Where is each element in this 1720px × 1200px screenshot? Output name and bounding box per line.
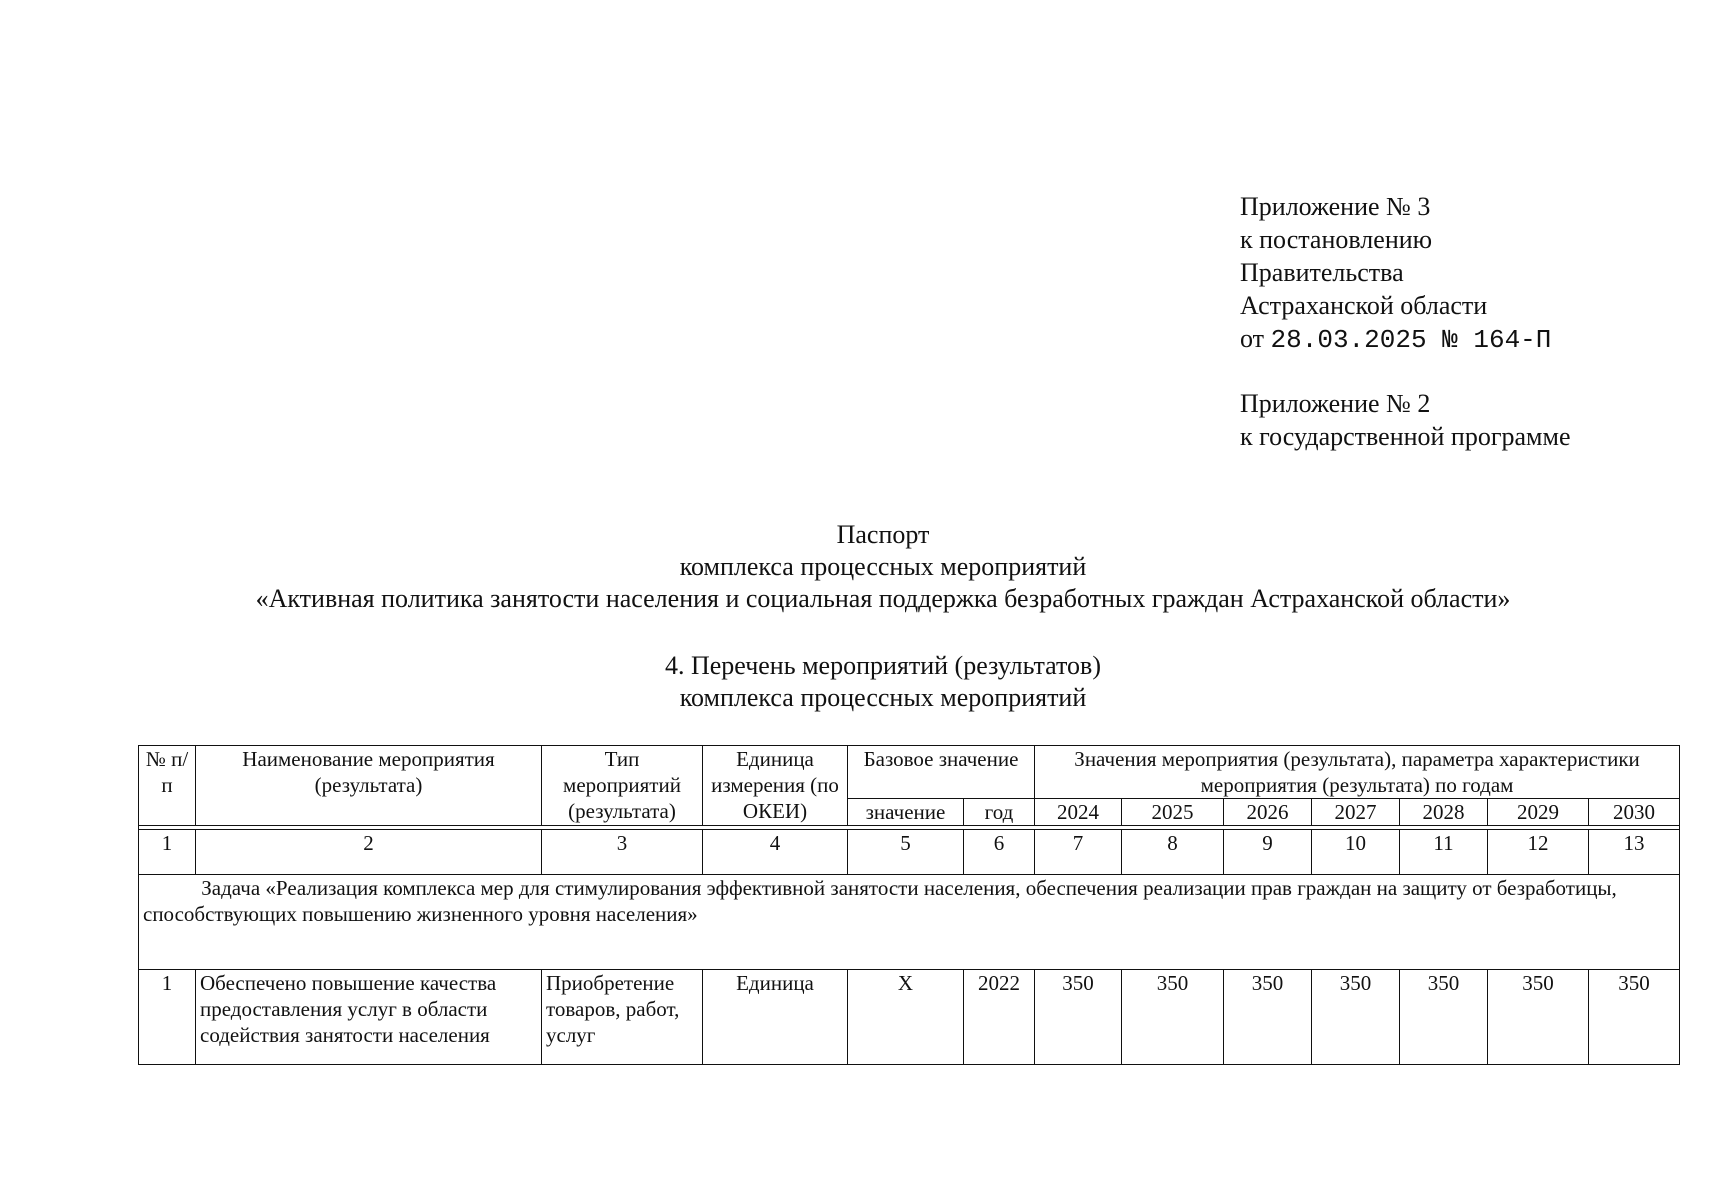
appendix2-line: Приложение № 2 bbox=[1240, 389, 1431, 418]
table-row bbox=[139, 970, 1680, 1065]
title-line: комплекса процессных мероприятий bbox=[679, 552, 1087, 581]
header-base: Базовое значение bbox=[848, 746, 1035, 799]
row-unit: Единица bbox=[703, 970, 848, 1065]
appendix-line: Приложение № 3 bbox=[1240, 192, 1431, 221]
row-value: 350 bbox=[1589, 970, 1680, 1065]
row-type: Приобретение товаров, работ, услуг bbox=[542, 970, 703, 1065]
column-number: 13 bbox=[1589, 830, 1680, 875]
task-row bbox=[139, 875, 1680, 970]
column-number: 6 bbox=[964, 830, 1035, 875]
row-num: 1 bbox=[139, 970, 196, 1065]
row-base-year: 2022 bbox=[964, 970, 1035, 1065]
header-name: Наименование мероприятия (результата) bbox=[196, 746, 542, 826]
date-stamp: 28.03.2025 № 164-П bbox=[1270, 325, 1552, 355]
header-row bbox=[139, 746, 1680, 799]
column-numbers-row bbox=[139, 830, 1680, 875]
column-number: 3 bbox=[542, 830, 703, 875]
appendix-line: Правительства bbox=[1240, 258, 1404, 287]
header-base-year: год bbox=[964, 799, 1035, 826]
title-line: «Активная политика занятости населения и социальная поддержка безработных граждан Астраханской области» bbox=[255, 584, 1511, 613]
column-number: 10 bbox=[1312, 830, 1400, 875]
header-year: 2029 bbox=[1488, 799, 1589, 826]
row-value: 350 bbox=[1488, 970, 1589, 1065]
header-type: Тип мероприятий (результата) bbox=[542, 746, 703, 826]
measures-table bbox=[138, 745, 1680, 1065]
header-unit: Единица измерения (по ОКЕИ) bbox=[703, 746, 848, 826]
header-year: 2025 bbox=[1122, 799, 1224, 826]
column-number: 8 bbox=[1122, 830, 1224, 875]
row-value: 350 bbox=[1035, 970, 1122, 1065]
row-name: Обеспечено повышение качества предоставления услуг в области содействия занятости населения bbox=[196, 970, 542, 1065]
appendix2-block bbox=[1240, 387, 1571, 453]
column-number: 2 bbox=[196, 830, 542, 875]
header-year: 2024 bbox=[1035, 799, 1122, 826]
header-year: 2026 bbox=[1224, 799, 1312, 826]
appendix-line: Астраханской области bbox=[1240, 291, 1488, 320]
row-value: 350 bbox=[1400, 970, 1488, 1065]
header-num: № п/п bbox=[139, 746, 196, 826]
header-year: 2028 bbox=[1400, 799, 1488, 826]
task-text: Задача «Реализация комплекса мер для стимулирования эффективной занятости населения, обеспечения реализации прав граждан на защиту от безработицы, способствующих повышению жизненного уровня населения» bbox=[139, 875, 1680, 970]
column-number: 1 bbox=[139, 830, 196, 875]
title-line: Паспорт bbox=[836, 520, 930, 549]
header-values: Значения мероприятия (результата), параметра характеристики мероприятия (результата) по годам bbox=[1035, 746, 1680, 799]
header-year: 2027 bbox=[1312, 799, 1400, 826]
resolution-date bbox=[1240, 322, 1551, 357]
document-title bbox=[0, 519, 1720, 615]
row-value: 350 bbox=[1224, 970, 1312, 1065]
appendix2-line: к государственной программе bbox=[1240, 422, 1571, 451]
column-number: 4 bbox=[703, 830, 848, 875]
section-line: комплекса процессных мероприятий bbox=[679, 683, 1087, 712]
column-number: 11 bbox=[1400, 830, 1488, 875]
column-number: 7 bbox=[1035, 830, 1122, 875]
row-value: 350 bbox=[1122, 970, 1224, 1065]
appendix-line: к постановлению bbox=[1240, 225, 1433, 254]
column-number: 12 bbox=[1488, 830, 1589, 875]
column-number: 5 bbox=[848, 830, 964, 875]
appendix-block bbox=[1240, 190, 1551, 357]
column-number: 9 bbox=[1224, 830, 1312, 875]
section-title bbox=[0, 650, 1720, 714]
header-year: 2030 bbox=[1589, 799, 1680, 826]
row-base-value: Х bbox=[848, 970, 964, 1065]
row-value: 350 bbox=[1312, 970, 1400, 1065]
section-line: 4. Перечень мероприятий (результатов) bbox=[664, 651, 1101, 680]
date-prefix: от bbox=[1240, 324, 1265, 353]
header-base-value: значение bbox=[848, 799, 964, 826]
